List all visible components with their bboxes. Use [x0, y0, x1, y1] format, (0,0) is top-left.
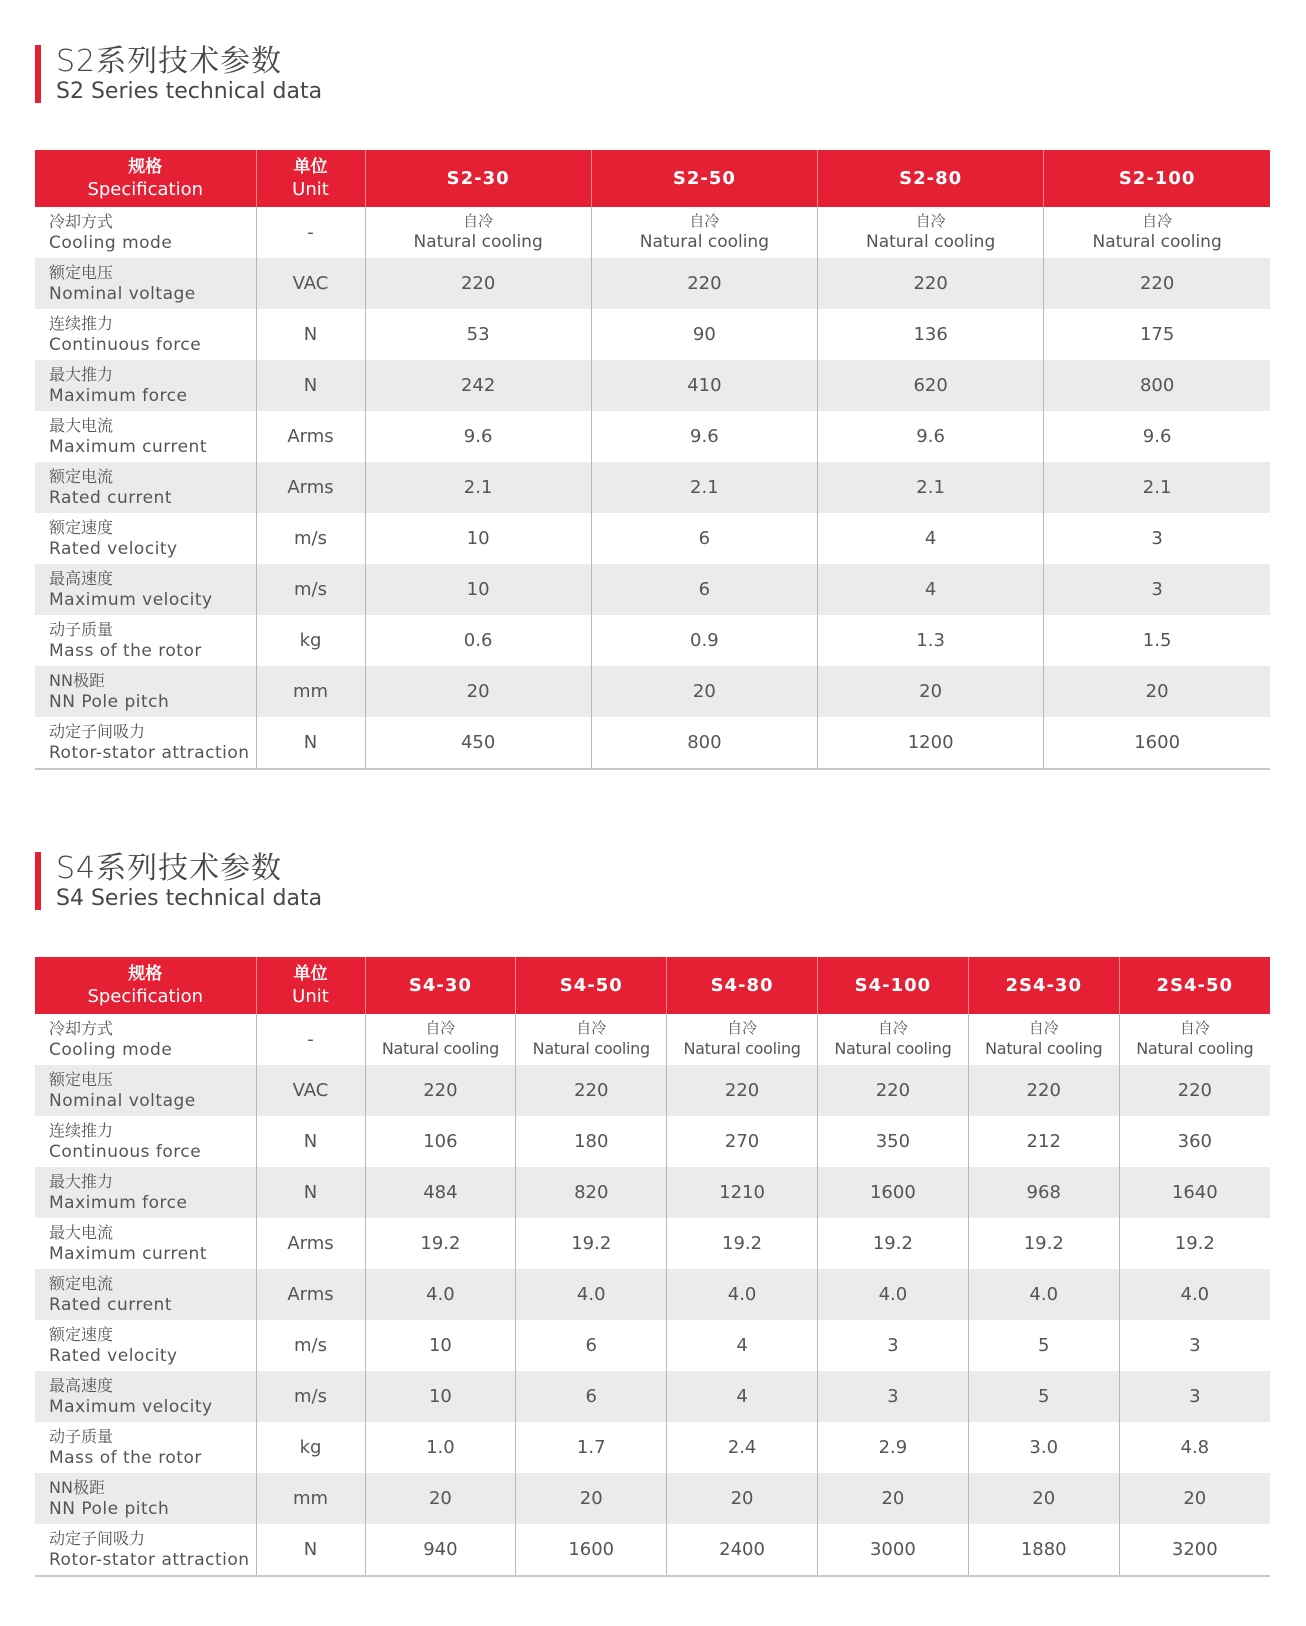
table-row — [35, 1167, 1270, 1218]
row-unit: mm — [256, 666, 365, 717]
row-spec-cn: 连续推力 — [49, 1120, 114, 1140]
header-model-label: S4-30 — [408, 975, 472, 996]
row-spec-label — [35, 1167, 256, 1218]
value-cell: 4 — [667, 1320, 818, 1371]
row-spec-label — [35, 360, 256, 411]
value-cell: 800 — [1044, 360, 1270, 411]
header-unit — [256, 150, 365, 207]
row-spec-cn: 动子质量 — [49, 1426, 114, 1446]
header-model-label: S4-80 — [710, 975, 774, 996]
row-spec-label — [35, 1065, 256, 1116]
value-cn: 自冷 — [877, 1019, 908, 1037]
value-en: Natural cooling — [381, 1039, 499, 1058]
row-spec-label — [35, 1473, 256, 1524]
row-spec-cn: 连续推力 — [49, 313, 114, 333]
value-cell: 1200 — [818, 717, 1044, 769]
value-cell: 410 — [591, 360, 817, 411]
row-spec-label — [35, 462, 256, 513]
s2-title-cn: S2系列技术参数 — [56, 44, 283, 79]
table-row — [35, 462, 1270, 513]
row-spec-en: Maximum velocity — [49, 589, 213, 610]
value-cell — [516, 1014, 667, 1065]
value-cell: 20 — [817, 1473, 968, 1524]
row-unit: kg — [256, 615, 365, 666]
value-cell: 19.2 — [817, 1218, 968, 1269]
row-spec-label — [35, 666, 256, 717]
row-spec-cn: 额定电压 — [49, 1069, 114, 1089]
row-spec-en: Maximum force — [49, 1192, 188, 1213]
row-spec-cn: 额定速度 — [49, 517, 114, 537]
header-spec-en: Specification — [87, 985, 204, 1007]
value-cell: 20 — [667, 1473, 818, 1524]
value-cell: 450 — [365, 717, 591, 769]
row-unit: - — [256, 207, 365, 258]
row-spec-label — [35, 615, 256, 666]
value-cell: 4.0 — [817, 1269, 968, 1320]
row-unit: Arms — [256, 1269, 365, 1320]
row-spec-label — [35, 207, 256, 258]
header-model-label: 2S4-30 — [1005, 975, 1082, 996]
row-spec-label — [35, 1371, 256, 1422]
header-model-s2-30 — [365, 150, 591, 207]
value-cell: 1210 — [667, 1167, 818, 1218]
row-spec-cn: 冷却方式 — [49, 211, 114, 231]
table-row — [35, 1371, 1270, 1422]
value-en: Natural cooling — [639, 232, 770, 252]
row-spec-label — [35, 411, 256, 462]
value-en: Natural cooling — [865, 232, 996, 252]
row-spec-cn: 最大推力 — [49, 364, 114, 384]
row-unit: N — [256, 717, 365, 769]
header-model-label: S2-80 — [899, 168, 963, 189]
header-spec-en: Specification — [87, 178, 204, 200]
row-spec-cn: 冷却方式 — [49, 1018, 114, 1038]
value-cell — [817, 1014, 968, 1065]
table-row — [35, 207, 1270, 258]
value-cell: 220 — [1119, 1065, 1270, 1116]
value-cell: 4.0 — [968, 1269, 1119, 1320]
row-spec-cn: 最高速度 — [49, 1375, 114, 1395]
row-unit: N — [256, 1167, 365, 1218]
value-cell: 484 — [365, 1167, 516, 1218]
row-spec-en: Continuous force — [49, 334, 202, 355]
row-spec-label — [35, 1524, 256, 1576]
value-cell: 1880 — [968, 1524, 1119, 1576]
header-unit — [256, 957, 365, 1014]
header-model-s2-80 — [818, 150, 1044, 207]
value-cell: 4 — [818, 513, 1044, 564]
value-cell: 360 — [1119, 1116, 1270, 1167]
value-cell: 1640 — [1119, 1167, 1270, 1218]
header-spec — [35, 957, 256, 1014]
value-cell: 3200 — [1119, 1524, 1270, 1576]
header-model-label: S4-50 — [559, 975, 623, 996]
header-model-s4-80 — [667, 957, 818, 1014]
value-cn: 自冷 — [1179, 1019, 1210, 1037]
header-unit-cn: 单位 — [293, 156, 328, 177]
value-cell: 53 — [365, 309, 591, 360]
value-cell: 9.6 — [365, 411, 591, 462]
table-row — [35, 615, 1270, 666]
row-spec-cn: 最大电流 — [49, 1222, 114, 1242]
value-cell: 1.5 — [1044, 615, 1270, 666]
value-cell: 1600 — [516, 1524, 667, 1576]
title-accent-bar — [35, 45, 41, 103]
value-cn: 自冷 — [463, 212, 494, 230]
row-spec-en: Mass of the rotor — [49, 640, 202, 661]
value-cn: 自冷 — [425, 1019, 456, 1037]
value-cell: 106 — [365, 1116, 516, 1167]
row-spec-cn: 动定子间吸力 — [49, 1528, 146, 1548]
value-cell — [968, 1014, 1119, 1065]
table-header-row — [35, 957, 1270, 1014]
value-cell: 19.2 — [365, 1218, 516, 1269]
row-unit: - — [256, 1014, 365, 1065]
value-cell: 4 — [818, 564, 1044, 615]
row-unit: N — [256, 309, 365, 360]
value-cell: 220 — [667, 1065, 818, 1116]
row-spec-cn: 额定电流 — [49, 1273, 114, 1293]
row-spec-cn: 最大电流 — [49, 415, 114, 435]
header-unit-en: Unit — [292, 985, 329, 1007]
value-en: Natural cooling — [834, 1039, 952, 1058]
header-model-label: S2-50 — [672, 168, 736, 189]
value-cell: 3 — [1119, 1371, 1270, 1422]
row-spec-label — [35, 1320, 256, 1371]
row-spec-cn: NN极距 — [49, 670, 105, 690]
row-unit: Arms — [256, 462, 365, 513]
value-cell — [667, 1014, 818, 1065]
value-cn: 自冷 — [576, 1019, 607, 1037]
header-unit-cn: 单位 — [293, 963, 328, 984]
value-cell: 20 — [516, 1473, 667, 1524]
row-spec-en: Maximum force — [49, 385, 188, 406]
row-spec-en: Cooling mode — [49, 1039, 173, 1060]
row-spec-label — [35, 258, 256, 309]
table-row — [35, 1269, 1270, 1320]
value-cell: 1600 — [817, 1167, 968, 1218]
header-spec — [35, 150, 256, 207]
row-spec-en: Rated velocity — [49, 1345, 178, 1366]
header-model-label: S4-100 — [854, 975, 932, 996]
table-row — [35, 564, 1270, 615]
value-cell: 9.6 — [818, 411, 1044, 462]
table-row — [35, 258, 1270, 309]
value-cell: 20 — [968, 1473, 1119, 1524]
header-model-label: S2-30 — [446, 168, 510, 189]
value-cell: 4.0 — [667, 1269, 818, 1320]
s4-title-en: S4 Series technical data — [56, 886, 323, 911]
row-unit: VAC — [256, 258, 365, 309]
title-accent-bar — [35, 852, 41, 910]
value-cell: 3 — [817, 1371, 968, 1422]
value-cell: 0.6 — [365, 615, 591, 666]
row-spec-en: Maximum current — [49, 436, 207, 457]
value-cell: 242 — [365, 360, 591, 411]
table-row — [35, 309, 1270, 360]
row-unit: m/s — [256, 564, 365, 615]
value-cn: 自冷 — [1028, 1019, 1059, 1037]
table-header-row — [35, 150, 1270, 207]
value-cell: 620 — [818, 360, 1044, 411]
value-cell: 20 — [1044, 666, 1270, 717]
value-cell: 19.2 — [1119, 1218, 1270, 1269]
row-unit: N — [256, 1116, 365, 1167]
s4-title-cn: S4系列技术参数 — [56, 851, 283, 886]
row-unit: Arms — [256, 411, 365, 462]
value-cell: 6 — [516, 1371, 667, 1422]
value-cell: 3 — [1044, 513, 1270, 564]
value-cell: 6 — [591, 513, 817, 564]
row-spec-cn: 额定电压 — [49, 262, 114, 282]
value-cell: 10 — [365, 513, 591, 564]
row-spec-en: Rotor-stator attraction — [49, 742, 250, 763]
value-cell: 1.3 — [818, 615, 1044, 666]
value-cell: 19.2 — [516, 1218, 667, 1269]
row-spec-en: Cooling mode — [49, 232, 173, 253]
header-unit-en: Unit — [292, 178, 329, 200]
value-cell: 968 — [968, 1167, 1119, 1218]
row-spec-en: Mass of the rotor — [49, 1447, 202, 1468]
row-unit: N — [256, 360, 365, 411]
value-cell: 220 — [516, 1065, 667, 1116]
value-cell: 90 — [591, 309, 817, 360]
value-en: Natural cooling — [1092, 232, 1222, 252]
value-cell: 2.9 — [817, 1422, 968, 1473]
row-spec-label — [35, 309, 256, 360]
row-spec-en: NN Pole pitch — [49, 691, 170, 712]
row-spec-en: Rotor-stator attraction — [49, 1549, 250, 1570]
table-row — [35, 666, 1270, 717]
row-spec-label — [35, 717, 256, 769]
row-unit: mm — [256, 1473, 365, 1524]
value-cell: 220 — [1044, 258, 1270, 309]
value-cell: 2.4 — [667, 1422, 818, 1473]
row-spec-cn: 动子质量 — [49, 619, 114, 639]
row-spec-label — [35, 1422, 256, 1473]
value-cell — [365, 1014, 516, 1065]
table-row — [35, 513, 1270, 564]
row-spec-en: Rated current — [49, 1294, 173, 1315]
value-cell: 1.7 — [516, 1422, 667, 1473]
header-model-label: S2-100 — [1118, 168, 1196, 189]
s2-title-en: S2 Series technical data — [56, 79, 323, 104]
value-cell: 2.1 — [1044, 462, 1270, 513]
value-cell — [818, 207, 1044, 258]
value-cell: 5 — [968, 1371, 1119, 1422]
row-unit: m/s — [256, 1320, 365, 1371]
row-spec-cn: 最大推力 — [49, 1171, 114, 1191]
value-cell: 10 — [365, 564, 591, 615]
value-cell: 6 — [516, 1320, 667, 1371]
value-cell: 800 — [591, 717, 817, 769]
table-row — [35, 1473, 1270, 1524]
value-cell — [591, 207, 817, 258]
row-spec-en: Rated current — [49, 487, 173, 508]
header-model-s4-30 — [365, 957, 516, 1014]
value-cn: 自冷 — [1142, 212, 1173, 230]
value-cell: 220 — [591, 258, 817, 309]
value-cell: 3 — [1044, 564, 1270, 615]
value-cell: 820 — [516, 1167, 667, 1218]
row-unit: N — [256, 1524, 365, 1576]
value-cell: 20 — [591, 666, 817, 717]
value-en: Natural cooling — [683, 1039, 801, 1058]
value-cell: 220 — [365, 258, 591, 309]
row-unit: VAC — [256, 1065, 365, 1116]
value-cell: 20 — [818, 666, 1044, 717]
value-cell: 2.1 — [818, 462, 1044, 513]
table-row — [35, 1065, 1270, 1116]
value-cell: 1.0 — [365, 1422, 516, 1473]
value-cell: 940 — [365, 1524, 516, 1576]
row-spec-cn: NN极距 — [49, 1477, 105, 1497]
table-row — [35, 1524, 1270, 1576]
table-row — [35, 1218, 1270, 1269]
header-spec-cn: 规格 — [128, 963, 163, 984]
header-model-s4-50 — [516, 957, 667, 1014]
row-spec-en: Nominal voltage — [49, 283, 196, 304]
value-cell: 1600 — [1044, 717, 1270, 769]
value-cell: 3 — [1119, 1320, 1270, 1371]
value-cell: 2.1 — [591, 462, 817, 513]
value-cell: 10 — [365, 1320, 516, 1371]
header-model-2s4-30 — [968, 957, 1119, 1014]
row-unit: Arms — [256, 1218, 365, 1269]
value-cell: 3000 — [817, 1524, 968, 1576]
value-cell: 3 — [817, 1320, 968, 1371]
row-unit: m/s — [256, 513, 365, 564]
header-model-s2-50 — [591, 150, 817, 207]
table-row — [35, 1116, 1270, 1167]
value-en: Natural cooling — [985, 1039, 1103, 1058]
value-cell: 6 — [591, 564, 817, 615]
row-spec-en: Maximum velocity — [49, 1396, 213, 1417]
row-spec-label — [35, 1269, 256, 1320]
value-cell — [1119, 1014, 1270, 1065]
s2-spec-table — [35, 150, 1270, 770]
value-cell: 4.0 — [365, 1269, 516, 1320]
value-cell: 270 — [667, 1116, 818, 1167]
row-spec-en: Maximum current — [49, 1243, 207, 1264]
value-cell: 180 — [516, 1116, 667, 1167]
value-en: Natural cooling — [1136, 1039, 1254, 1058]
value-cell: 2400 — [667, 1524, 818, 1576]
s4-spec-table — [35, 957, 1270, 1577]
row-spec-cn: 额定速度 — [49, 1324, 114, 1344]
value-cn: 自冷 — [689, 212, 720, 230]
row-unit: m/s — [256, 1371, 365, 1422]
value-cell: 20 — [365, 666, 591, 717]
header-model-label: 2S4-50 — [1156, 975, 1234, 996]
value-cn: 自冷 — [727, 1019, 758, 1037]
value-cell: 220 — [968, 1065, 1119, 1116]
value-cell: 19.2 — [968, 1218, 1119, 1269]
row-spec-label — [35, 513, 256, 564]
value-cell: 212 — [968, 1116, 1119, 1167]
header-model-s2-100 — [1044, 150, 1270, 207]
value-cn: 自冷 — [915, 212, 946, 230]
value-cell: 4.0 — [1119, 1269, 1270, 1320]
value-cell: 20 — [365, 1473, 516, 1524]
row-spec-en: NN Pole pitch — [49, 1498, 170, 1519]
row-spec-label — [35, 564, 256, 615]
value-cell: 9.6 — [591, 411, 817, 462]
value-cell: 4 — [667, 1371, 818, 1422]
value-cell: 220 — [817, 1065, 968, 1116]
row-spec-cn: 额定电流 — [49, 466, 114, 486]
table-row — [35, 1320, 1270, 1371]
value-cell: 3.0 — [968, 1422, 1119, 1473]
value-cell — [365, 207, 591, 258]
value-cell — [1044, 207, 1270, 258]
header-model-s4-100 — [817, 957, 968, 1014]
value-cell: 19.2 — [667, 1218, 818, 1269]
row-spec-en: Rated velocity — [49, 538, 178, 559]
value-cell: 0.9 — [591, 615, 817, 666]
value-cell: 9.6 — [1044, 411, 1270, 462]
header-model-2s4-50 — [1119, 957, 1270, 1014]
value-cell: 4.0 — [516, 1269, 667, 1320]
row-spec-label — [35, 1218, 256, 1269]
value-cell: 4.8 — [1119, 1422, 1270, 1473]
value-en: Natural cooling — [532, 1039, 650, 1058]
value-cell: 136 — [818, 309, 1044, 360]
value-cell: 2.1 — [365, 462, 591, 513]
row-unit: kg — [256, 1422, 365, 1473]
row-spec-cn: 动定子间吸力 — [49, 721, 146, 741]
value-en: Natural cooling — [413, 232, 543, 252]
value-cell: 175 — [1044, 309, 1270, 360]
value-cell: 10 — [365, 1371, 516, 1422]
header-spec-cn: 规格 — [128, 156, 163, 177]
row-spec-en: Continuous force — [49, 1141, 202, 1162]
row-spec-label — [35, 1014, 256, 1065]
row-spec-en: Nominal voltage — [49, 1090, 196, 1111]
value-cell: 220 — [818, 258, 1044, 309]
table-row — [35, 1014, 1270, 1065]
row-spec-cn: 最高速度 — [49, 568, 114, 588]
row-spec-label — [35, 1116, 256, 1167]
table-row — [35, 717, 1270, 769]
table-row — [35, 360, 1270, 411]
value-cell: 220 — [365, 1065, 516, 1116]
table-row — [35, 411, 1270, 462]
value-cell: 20 — [1119, 1473, 1270, 1524]
value-cell: 350 — [817, 1116, 968, 1167]
value-cell: 5 — [968, 1320, 1119, 1371]
table-row — [35, 1422, 1270, 1473]
